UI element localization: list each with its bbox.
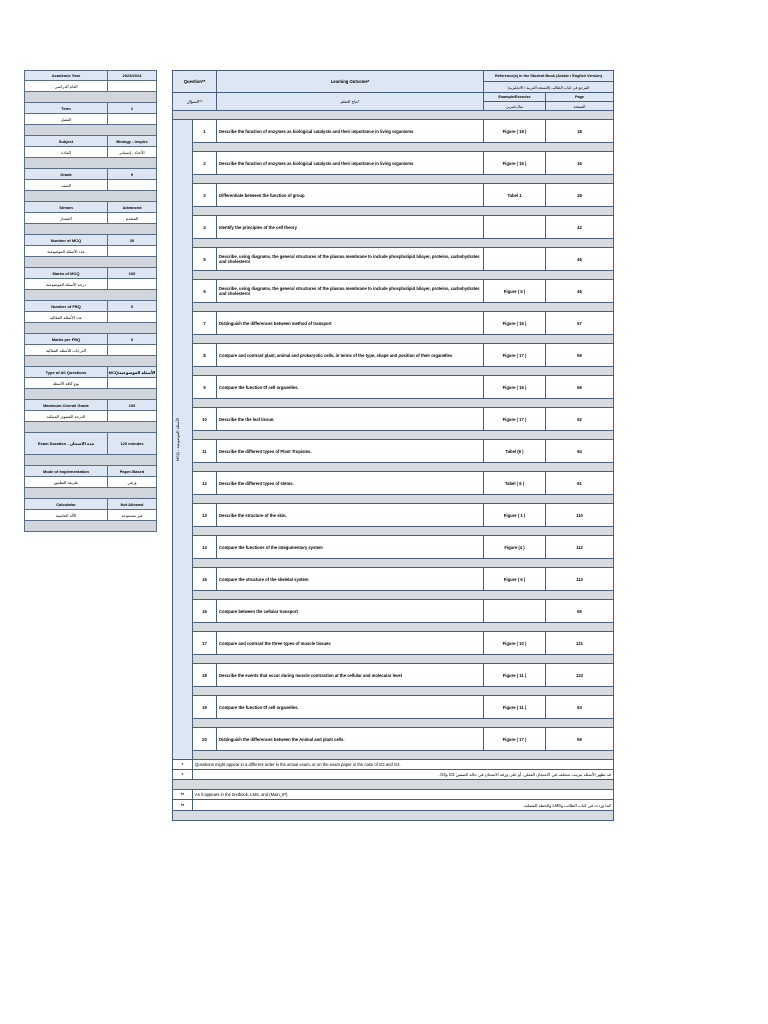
reference-page: 59: [546, 344, 614, 367]
question-row: [173, 728, 614, 751]
info-row-calculator: [24, 499, 157, 510]
marks-frq-label: Marks per FRQ: [25, 334, 108, 344]
reference-example: Tabel (8 ): [484, 440, 546, 463]
reference-example: Figure ( 10 ): [484, 632, 546, 655]
question-number: 10: [193, 408, 217, 431]
question-row: [173, 600, 614, 623]
reference-page: 94: [546, 440, 614, 463]
question-number: 16: [193, 600, 217, 623]
stream-label-ar: المسار: [25, 213, 108, 223]
reference-example: Figure ( 17 ): [484, 728, 546, 751]
mode-label: Mode of Implementation: [25, 466, 108, 476]
duration-value: 120 minutes: [120, 441, 144, 446]
question-row: [173, 248, 614, 271]
reference-example: Figure ( 18 ): [484, 120, 546, 143]
duration-label: Exam Duration - مدة الامتحان: [25, 433, 108, 454]
question-number: 19: [193, 696, 217, 719]
question-row: [173, 184, 614, 207]
reference-page: 113: [546, 568, 614, 591]
question-row: [173, 504, 614, 527]
academic-year-label-ar: العام الدراسي: [25, 81, 108, 91]
reference-example: Figure ( 6 ): [484, 568, 546, 591]
question-number: 3: [193, 184, 217, 207]
footnote-2-en: As it appears in the textbook, LMS, and (Main_IP).: [193, 790, 614, 800]
num-mcq-value: 20: [129, 237, 135, 243]
marks-frq-label-ar: الدرجات للأسئلة المقالية: [25, 345, 108, 355]
reference-example: [484, 216, 546, 239]
question-number: 18: [193, 664, 217, 687]
reference-example: Tabel 1: [484, 184, 546, 207]
question-number: 7: [193, 312, 217, 335]
reference-page: 42: [546, 216, 614, 239]
num-frq-value: 0: [130, 303, 134, 309]
question-row: [173, 536, 614, 559]
question-number: 11: [193, 440, 217, 463]
reference-example: Figure ( 15 ): [484, 152, 546, 175]
learning-outcome: Describe the function of enzymes as biological catalysts and their importance in living organisms: [217, 120, 484, 143]
type-questions-value: MCQ/الأسئلة الموضوعية: [108, 369, 156, 375]
question-header-ar: السؤال**: [173, 93, 217, 111]
example-header-ar: مثال/تمرين: [484, 102, 546, 111]
max-grade-label: Maximum Overall Grade: [25, 400, 108, 410]
question-row: [173, 216, 614, 239]
info-row-grade: [24, 169, 157, 180]
reference-example: Figure ( 15 ): [484, 312, 546, 335]
reference-page: 57: [546, 312, 614, 335]
reference-page: 16: [546, 152, 614, 175]
learning-outcome: Differentiate between the function of group: [217, 184, 484, 207]
reference-example: [484, 600, 546, 623]
info-row-num-frq: [24, 301, 157, 312]
question-row: [173, 664, 614, 687]
reference-page: 28: [546, 184, 614, 207]
reference-example: Figure ( 17 ): [484, 408, 546, 431]
footnote-mark-star-ar: *: [173, 770, 193, 780]
grade-label-ar: الصف: [25, 180, 108, 190]
learning-outcome: Compare and contrast plant, animal and prokaryotic cells, in terms of the type, shape and position of their organelles: [217, 344, 484, 367]
learning-outcome: Describe the different types of Plant Tropisms.: [217, 440, 484, 463]
subject-label-ar: المادة: [25, 147, 108, 157]
info-row-subject: [24, 136, 157, 147]
question-number: 17: [193, 632, 217, 655]
info-row-marks-frq: [24, 334, 157, 345]
type-questions-label-ar: نوع كافة الأسئلة: [25, 378, 108, 388]
learning-outcome: Describe the function of enzymes as biological catalysts and their importance in living organisms: [217, 152, 484, 175]
reference-example: Figure ( 11 ): [484, 664, 546, 687]
question-rows: [173, 120, 614, 760]
info-row-duration: [24, 433, 157, 455]
footnote-row-1-ar: [173, 770, 614, 780]
footnote-mark-star: *: [173, 760, 193, 770]
info-row-max-grade: [24, 400, 157, 411]
reference-example: Figure (4 ): [484, 536, 546, 559]
exam-structure-table: [172, 70, 613, 826]
question-row: [173, 152, 614, 175]
stream-value-ar: المتقدم: [125, 215, 139, 221]
question-number: 4: [193, 216, 217, 239]
question-number: 14: [193, 536, 217, 559]
footnote-row-1: [173, 760, 614, 770]
footnote-row-2: [173, 790, 614, 800]
reference-page: 46: [546, 248, 614, 271]
reference-page: 121: [546, 632, 614, 655]
mcq-side-label-cell: [173, 120, 193, 760]
info-row-num-mcq: [24, 235, 157, 246]
question-row: [173, 632, 614, 655]
question-number: 13: [193, 504, 217, 527]
max-grade-label-ar: الدرجة القصوى الممكنة: [25, 411, 108, 421]
mcq-side-label: MCQ - الأسئلة الموضوعية: [175, 417, 180, 462]
footnote-1-ar: قد تظهر الأسئلة بترتيب مختلف في الامتحان الفعلي، أو على ورقة الامتحان في حالة الصفين G3 وG4.: [193, 770, 614, 780]
info-row-type-questions: [24, 367, 157, 378]
footnote-2-ar: كما وردت في كتاب الطالب وLMS والخطة الفصلية.: [193, 800, 614, 811]
reference-example: [484, 248, 546, 271]
info-row-academic-year: [24, 70, 157, 81]
question-number: 9: [193, 376, 217, 399]
mode-label-ar: طريقة التطبيق: [25, 477, 108, 487]
learning-outcome: Identify the principles of the cell theory: [217, 216, 484, 239]
exam-info-panel: [24, 70, 157, 532]
info-row-term: [24, 103, 157, 114]
marks-mcq-label-ar: درجة الأسئلة الموضوعية: [25, 279, 108, 289]
learning-outcome: Distinguish the differences between the Animal and plant cells.: [217, 728, 484, 751]
reference-example: Figure ( 16 ): [484, 376, 546, 399]
reference-page: 91: [546, 472, 614, 495]
reference-example: Figure ( 1 ): [484, 504, 546, 527]
footnote-row-2-ar: [173, 800, 614, 811]
grade-value: 9: [130, 171, 134, 177]
reference-page: 46: [546, 280, 614, 303]
question-row: [173, 568, 614, 591]
reference-example: Tabel ( 6 ): [484, 472, 546, 495]
calculator-label-ar: الآلة الحاسبة: [25, 510, 108, 520]
learning-outcome: Compare and contrast the three types of muscle tissues: [217, 632, 484, 655]
type-questions-label: Type of All Questions: [25, 367, 108, 377]
term-label: Term: [25, 103, 108, 113]
question-row: [173, 472, 614, 495]
reference-header-ar: المرجع في كتاب الطالب (النسخة العربية / الانجليزية): [484, 82, 614, 93]
question-number: 12: [193, 472, 217, 495]
reference-page: 63: [546, 696, 614, 719]
grade-label: Grade: [25, 169, 108, 179]
question-row: [173, 120, 614, 143]
outcome-header: Learning Outcome*: [217, 71, 484, 93]
calculator-value-ar: غير مسموحة: [121, 512, 143, 518]
question-number: 1: [193, 120, 217, 143]
num-mcq-label-ar: عدد الأسئلة الموضوعية: [25, 246, 108, 256]
subject-label: Subject: [25, 136, 108, 146]
reference-page: 110: [546, 504, 614, 527]
marks-mcq-value: 100: [128, 270, 136, 276]
question-header: Question**: [173, 71, 217, 93]
reference-example: Figure ( 5 ): [484, 280, 546, 303]
learning-outcome: Describe the the leaf tissue.: [217, 408, 484, 431]
reference-page: 92: [546, 408, 614, 431]
reference-page: 112: [546, 536, 614, 559]
learning-outcome: Compare the functions of the integumentary system: [217, 536, 484, 559]
footnote-mark-double-star-ar: **: [173, 800, 193, 811]
page-header: Page: [546, 93, 614, 102]
reference-page: 55: [546, 600, 614, 623]
term-label-ar: الفصل: [25, 114, 108, 124]
mode-value-ar: ورقي: [127, 479, 137, 485]
learning-outcome: Distinguish the differences between method of transport: [217, 312, 484, 335]
num-mcq-label: Number of MCQ: [25, 235, 108, 245]
footnote-1-en: Questions might appear in a different order in the actual exam, or on the exam paper in the case of G3 and G4.: [193, 760, 614, 770]
learning-outcome: Describe the structure of the skin.: [217, 504, 484, 527]
question-number: 8: [193, 344, 217, 367]
learning-outcome: Compare the structure of the skeletal system: [217, 568, 484, 591]
academic-year-label: Academic Year: [25, 71, 108, 80]
learning-outcome: Compare the function 0f cell organelles.: [217, 376, 484, 399]
mode-value: Paper-Based: [119, 468, 145, 474]
learning-outcome: Describe the events that occur during muscle contraction at the cellular and molecular level: [217, 664, 484, 687]
marks-mcq-label: Marks of MCQ: [25, 268, 108, 278]
learning-outcome: Describe, using diagrams, the general structures of the plasma membrane to include phospholipid bilayer, proteins, carbohydrates and cholesterol: [217, 248, 484, 271]
reference-page: 59: [546, 728, 614, 751]
question-row: [173, 312, 614, 335]
max-grade-value: 100: [128, 402, 136, 408]
outcome-header-ar: نتاج التعلم*: [217, 93, 484, 111]
learning-outcome: Describe the different types of stems.: [217, 472, 484, 495]
stream-label: Stream: [25, 202, 108, 212]
info-row-stream: [24, 202, 157, 213]
calculator-value: Not Allowed: [120, 501, 144, 507]
reference-example: Figure ( 17 ): [484, 344, 546, 367]
reference-page: 18: [546, 120, 614, 143]
question-row: [173, 376, 614, 399]
learning-outcome: Compare the function 0f cell organelles.: [217, 696, 484, 719]
question-number: 20: [193, 728, 217, 751]
num-frq-label: Number of FRQ: [25, 301, 108, 311]
num-frq-label-ar: عدد الأسئلة المقالية: [25, 312, 108, 322]
question-number: 15: [193, 568, 217, 591]
question-number: 2: [193, 152, 217, 175]
stream-value: Advanced: [122, 204, 142, 210]
reference-example: Figure ( 11 ): [484, 696, 546, 719]
question-row: [173, 280, 614, 303]
question-row: [173, 440, 614, 463]
footnote-mark-double-star: **: [173, 790, 193, 800]
info-row-marks-mcq: [24, 268, 157, 279]
page-header-ar: الصفحة: [546, 102, 614, 111]
example-header: Example/Exercise: [484, 93, 546, 102]
marks-frq-value: 0: [130, 336, 134, 342]
calculator-label: Calculator: [25, 499, 108, 509]
reference-page: 123: [546, 664, 614, 687]
question-row: [173, 408, 614, 431]
reference-page: 66: [546, 376, 614, 399]
question-number: 5: [193, 248, 217, 271]
learning-outcome: Describe, using diagrams, the general structures of the plasma membrane to include phospholipid bilayer, proteins, carbohydrates and cholesterol: [217, 280, 484, 303]
academic-year-value: 2023/2024: [122, 73, 142, 78]
learning-outcome: Compare between the cellular transport: [217, 600, 484, 623]
question-number: 6: [193, 280, 217, 303]
question-row: [173, 696, 614, 719]
reference-header: Reference(s) in the Student Book (Arabic / English Version): [484, 71, 614, 82]
term-value: 1: [130, 105, 134, 111]
subject-value: Biology - Inspire: [116, 138, 148, 144]
question-row: [173, 344, 614, 367]
info-row-mode: [24, 466, 157, 477]
subject-value-ar: الأحياء - إنسباير: [119, 149, 145, 155]
